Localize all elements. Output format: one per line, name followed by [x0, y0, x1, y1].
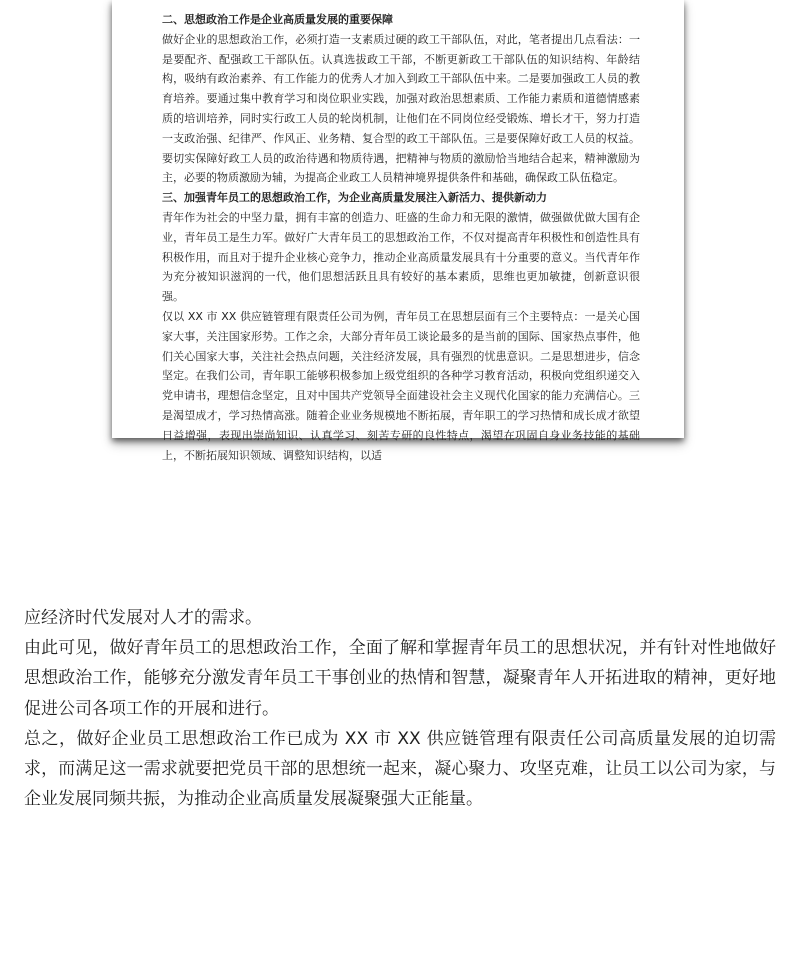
continuation-paragraph-2: 由此可见，做好青年员工的思想政治工作，全面了解和掌握青年员工的思想状况，并有针对性地做好思想政治工作，能够充分激发青年员工干事创业的热情和智慧，凝聚青年人开拓进取的精神，更好地促进公司各项工作的开展和进行。: [24, 638, 776, 719]
section-3-paragraph-a: 青年作为社会的中坚力量，拥有丰富的创造力、旺盛的生命力和无限的激情，做强做优做大国有企业，青年员工是生力军。做好广大青年员工的思想政治工作，不仅对提高青年积极性和创造性具有积极作用，而且对于提升企业核心竞争力，推动企业高质量发展具有十分重要的意义。当代青年作为充分被知识滋润的一代，他们思想活跃且具有较好的基本素质，思维也更加敏捷，创新意识很强。: [162, 210, 640, 304]
section-heading-2: 二、思想政治工作是企业高质量发展的重要保障: [162, 13, 393, 26]
continuation-text: [24, 603, 776, 814]
document-page-content: [162, 10, 640, 465]
continuation-paragraph-3: 总之，做好企业员工思想政治工作已成为 XX 市 XX 供应链管理有限责任公司高质量发展的迫切需求，而满足这一需求就要把党员干部的思想统一起来，凝心聚力、攻坚克难，让员工以公司为家，与企业发展同频共振，为推动企业高质量发展凝聚强大正能量。: [24, 728, 776, 810]
section-heading-3: 三、加强青年员工的思想政治工作，为企业高质量发展注入新活力、提供新动力: [162, 191, 547, 205]
section-3-paragraph-b: 仅以 XX 市 XX 供应链管理有限责任公司为例，青年员工在思想层面有三个主要特点：一是关心国家大事，关注国家形势。工作之余，大部分青年员工谈论最多的是当前的国际、国家热点事件，他们关心国家大事，关注社会热点问题，关注经济发展，具有强烈的忧患意识。二是思想进步，信念坚定。在我们公司，青年职工能够积极参加上级党组织的各种学习教育活动，积极向党组织递交入党申请书，理想信念坚定，且对中国共产党领导全面建设社会主义现代化国家的能力充满信心。三是渴望成才，学习热情高涨。随着企业业务规模地不断拓展，青年职工的学习热情和成长成才欲望日益增强，表现出崇尚知识、认真学习、刻苦专研的良性特点，渴望在巩固自身业务技能的基础上，不断拓展知识领域、调整知识结构，以适: [162, 309, 640, 462]
document-page-preview: [112, 0, 684, 462]
continuation-line-1: 应经济时代发展对人才的需求。: [24, 608, 262, 628]
section-2-paragraph: 做好企业的思想政治工作，必须打造一支素质过硬的政工干部队伍，对此，笔者提出几点看法：一是要配齐、配强政工干部队伍。认真选拔政工干部，不断更新政工干部队伍的知识结构、年龄结构，吸纳有政治素养、有工作能力的优秀人才加入到政工干部队伍中来。二是要加强政工人员的教育培养。要通过集中教育学习和岗位职业实践，加强对政治思想素质、工作能力素质和道德情感素质的培训培养，同时实行政工人员的轮岗机制，让他们在不同岗位经受锻炼、增长才干，努力打造一支政治强、纪律严、作风正、业务精、复合型的政工干部队伍。三是要保障好政工人员的权益。要切实保障好政工人员的政治待遇和物质待遇，把精神与物质的激励恰当地结合起来，精神激励为主，必要的物质激励为辅，为提高企业政工人员精神境界提供条件和基础，确保政工队伍稳定。: [162, 32, 640, 185]
